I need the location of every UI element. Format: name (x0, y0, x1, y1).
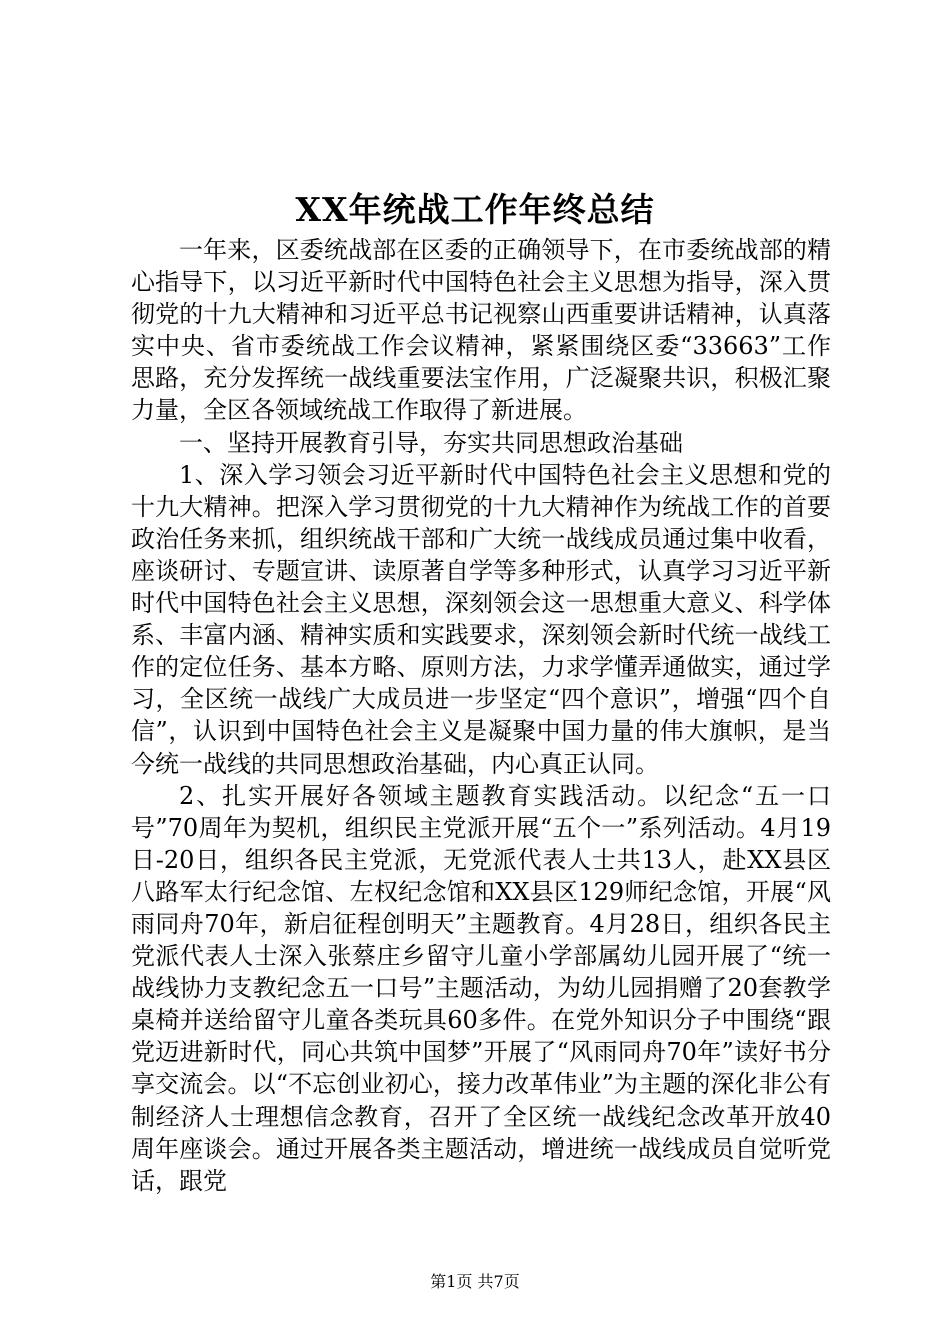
paragraph-item-1: 1、深入学习领会习近平新时代中国特色社会主义思想和党的十九大精神。把深入学习贯彻党的十九大精神作为统战工作的首要政治任务来抓，组织统战干部和广大统一战线成员通过集中收看，座谈研讨、专题宣讲、读原著自学等多种形式，认真学习习近平新时代中国特色社会主义思想，深刻领会这一思想重大意义、科学体系、丰富内涵、精神实质和实践要求，深刻领会新时代统一战线工作的定位任务、基本方略、原则方法，力求学懂弄通做实，通过学习，全区统一战线广大成员进一步坚定“四个意识”，增强“四个自信”，认识到中国特色社会主义是凝聚中国力量的伟大旗帜，是当今统一战线的共同思想政治基础，内心真正认同。 (131, 460, 831, 778)
section-heading-1: 一、坚持开展教育引导，夯实共同思想政治基础 (179, 428, 683, 457)
document-body (131, 234, 831, 1197)
paragraph-item-2: 2、扎实开展好各领域主题教育实践活动。以纪念“五一口号”70周年为契机，组织民主党派开展“五个一”系列活动。4月19日-20日，组织各民主党派，无党派代表人士共13人，赴XX县区八路军太行纪念馆、左权纪念馆和XX县区129师纪念馆，开展“风雨同舟70年，新启征程创明天”主题教育。4月28日，组织各民主党派代表人士深入张蔡庄乡留守儿童小学部属幼儿园开展了“统一战线协力支教纪念五一口号”主题活动，为幼儿园捐赠了20套教学桌椅并送给留守儿童各类玩具60多件。在党外知识分子中围绕“跟党迈进新时代，同心共筑中国梦”开展了“风雨同舟70年”读好书分享交流会。以“不忘创业初心，接力改革伟业”为主题的深化非公有制经济人士理想信念教育，召开了全区统一战线纪念改革开放40周年座谈会。通过开展各类主题活动，增进统一战线成员自觉听党话，跟党 (131, 781, 831, 1195)
paragraph-intro: 一年来，区委统战部在区委的正确领导下，在市委统战部的精心指导下，以习近平新时代中国特色社会主义思想为指导，深入贯彻党的十九大精神和习近平总书记视察山西重要讲话精神，认真落实中央、省市委统战工作会议精神，紧紧围绕区委“33663”工作思路，充分发挥统一战线重要法宝作用，广泛凝聚共识，积极汇聚力量，全区各领域统战工作取得了新进展。 (131, 236, 831, 425)
document-title: XX年统战工作年终总结 (295, 190, 655, 229)
page-footer: 第1页 共7页 (430, 1272, 520, 1291)
